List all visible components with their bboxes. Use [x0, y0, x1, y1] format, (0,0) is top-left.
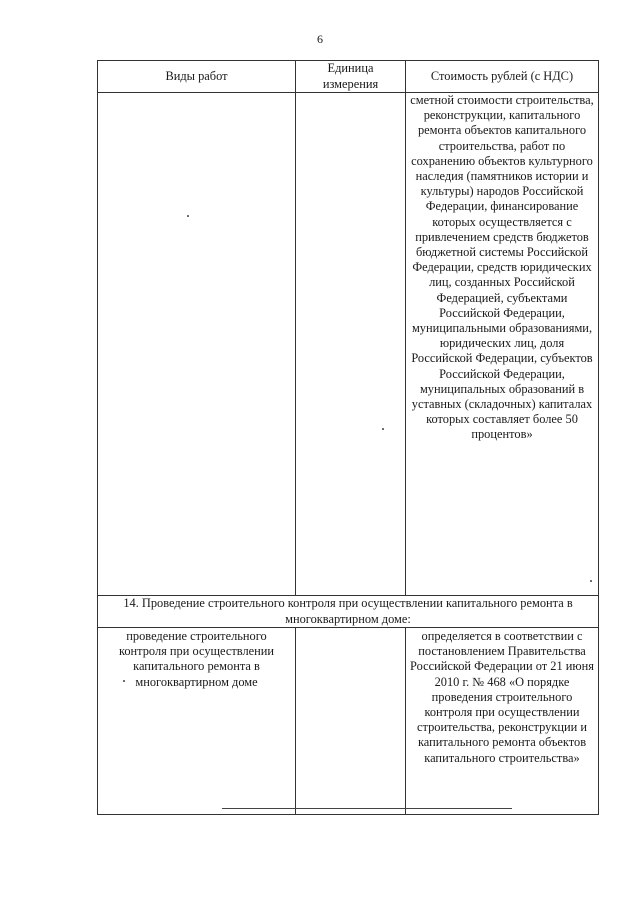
page-number: 6	[317, 32, 323, 46]
continuation-work-type-cell	[98, 93, 296, 596]
table-row	[98, 93, 599, 596]
scan-speck	[123, 680, 125, 682]
header-work-type: Виды работ	[98, 61, 296, 93]
item-unit-cell	[296, 628, 406, 815]
scan-speck	[382, 428, 384, 430]
section-row	[98, 596, 599, 628]
section-14-title: 14. Проведение строительного контроля при осуществлении капитального ремонта в многоквартирном доме:	[98, 596, 599, 628]
scan-speck	[187, 215, 189, 217]
table-header-row	[98, 61, 599, 93]
item-work-type-cell: проведение строительного контроля при осуществлении капитального ремонта в многоквартирном доме	[98, 628, 296, 815]
signature-divider	[222, 808, 512, 809]
scan-speck	[590, 580, 592, 582]
item-cost-cell: определяется в соответствии с постановлением Правительства Российской Федерации от 21 июня 2010 г. № 468 «О порядке проведения строительного контроля при осуществлении строительства, реконструкции и капитального ремонта объектов капитального строительства»	[406, 628, 599, 815]
continuation-cost-cell: сметной стоимости строительства, реконструкции, капитального ремонта объектов капитального строительства, работ по сохранению объектов культурного наследия (памятников истории и культуры) народов Российской Федерации, финансирование которых осуществляется с привлечением средств бюджетов бюджетной системы Российской Федерации, средств юридических лиц, созданных Российской Федерацией, субъектами Российской Федерации, муниципальными образованиями, юридических лиц, доля Российской Федерации, субъектов Российской Федерации, муниципальных образований в уставных (складочных) капиталах которых составляет более 50 процентов»	[406, 93, 599, 596]
header-cost: Стоимость рублей (с НДС)	[406, 61, 599, 93]
cost-table	[97, 60, 599, 815]
header-unit: Единица измерения	[296, 61, 406, 93]
continuation-unit-cell	[296, 93, 406, 596]
table-row	[98, 628, 599, 815]
